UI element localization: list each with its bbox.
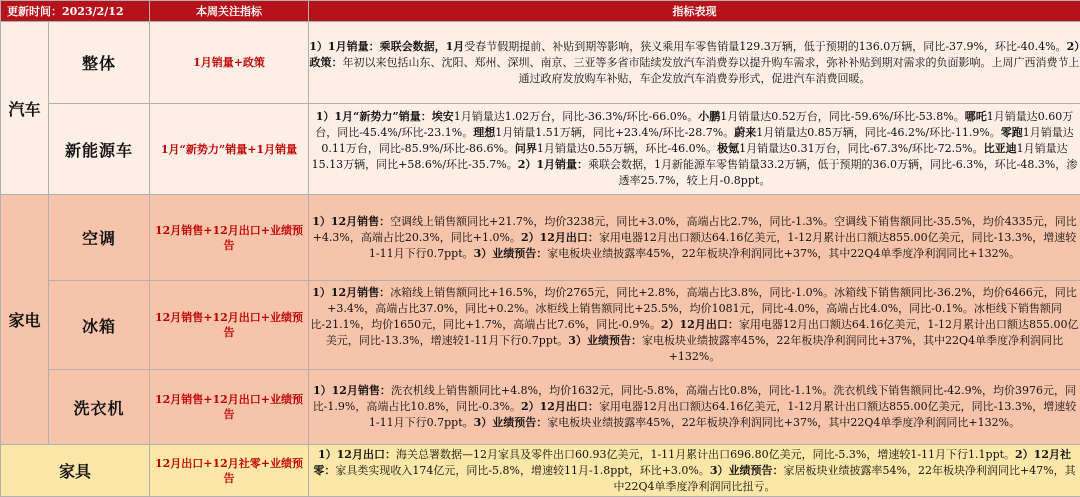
performance-key-label: 3）业绩预告： bbox=[474, 416, 548, 429]
performance-fridge bbox=[309, 281, 1080, 370]
performance-key-label: 埃安 bbox=[432, 110, 454, 123]
performance-key-label: 1）12月出口： bbox=[318, 448, 396, 461]
row-appliance-ac bbox=[1, 195, 1080, 281]
performance-furniture bbox=[309, 445, 1080, 497]
focus-nev: 1月“新势力”销量+1月销量 bbox=[150, 104, 309, 195]
row-auto-nev bbox=[1, 104, 1080, 195]
performance-nev bbox=[309, 104, 1080, 195]
performance-key-label: 3）业绩预告： bbox=[568, 334, 642, 347]
performance-text: 家电板块业绩披露率45%，22年板块净利润同比+37%，其中22Q4单季度净利润同比+132%。 bbox=[642, 334, 1063, 363]
category-appliance: 家电 bbox=[1, 195, 49, 445]
performance-key-label: 1）12月销售： bbox=[312, 286, 390, 299]
performance-overall bbox=[309, 22, 1080, 104]
performance-text: 1月销量达15.13万辆，同比+58.6%/环比-35.7%。 bbox=[312, 142, 1068, 171]
subcategory-fridge: 冰箱 bbox=[49, 281, 150, 370]
focus-furniture: 12月出口+12月社零+业绩预告 bbox=[150, 445, 309, 497]
focus-column-header: 本周关注指标 bbox=[150, 1, 309, 22]
performance-key-label: 1）1月销量： bbox=[309, 40, 379, 53]
performance-key-label: 3）业绩预告： bbox=[474, 247, 548, 260]
performance-text: 空调线上销售额同比+21.7%，均价3238元，同比+3.0%，高端占比2.7%，同比-1.3%。空调线下销售额同比-35.5%，均价4335元，同比+4.3%，高端占比20.3%，同比+1.0%。 bbox=[313, 215, 1077, 244]
subcategory-nev: 新能源车 bbox=[49, 104, 150, 195]
performance-key-label: 2）12月出口： bbox=[521, 231, 599, 244]
performance-key-label: 3）业绩预告： bbox=[710, 464, 784, 477]
performance-key-label: 比亚迪 bbox=[984, 142, 1017, 155]
row-furniture bbox=[1, 445, 1080, 497]
focus-overall: 1月销量+政策 bbox=[150, 22, 309, 104]
performance-text: 1月销量1.51万辆，同比+23.4%/环比-28.7%。 bbox=[495, 126, 734, 139]
performance-column-header: 指标表现 bbox=[309, 1, 1080, 22]
performance-text: 家用电器12月出口额达64.16亿美元，1-12月累计出口额达855.00亿美元，同比-13.3%，增速较1-11月下行0.7ppt。 bbox=[369, 400, 1076, 429]
subcategory-overall: 整体 bbox=[49, 22, 150, 104]
performance-key-label: 哪吒 bbox=[965, 110, 987, 123]
performance-text: 1月销量达0.85万辆，同比-46.2%/环比-11.9%。 bbox=[756, 126, 1001, 139]
update-time: 更新时间：2023/2/12 bbox=[1, 1, 150, 22]
performance-text: 家用电器12月出口额达64.16亿美元，1-12月累计出口额达855.00亿美元，同比-13.3%，增速较1-11月下行0.7ppt。 bbox=[369, 231, 1076, 260]
performance-key-label: 2）12月社零： bbox=[313, 448, 1071, 477]
performance-key-label: 1）12月销售： bbox=[312, 215, 390, 228]
subcategory-washer: 洗衣机 bbox=[49, 370, 150, 445]
performance-text: 1月销量达0.52万台，同比-59.6%/环比-53.8%。 bbox=[720, 110, 965, 123]
performance-text: 乘联会数据，1月新能源车零售销量33.2万辆，低于预期的36.0万辆，同比-6.3%，环比-48.3%，渗透率25.7%，较上月-0.8ppt。 bbox=[588, 158, 1077, 187]
performance-ac bbox=[309, 195, 1080, 281]
performance-key-label: 蔚来 bbox=[734, 126, 756, 139]
performance-text: 1月销量达0.60万台，同比-45.4%/环比-23.1%。 bbox=[315, 110, 1073, 139]
performance-key-label: 1）1月“新势力”销量： bbox=[316, 110, 432, 123]
header-row bbox=[1, 1, 1080, 22]
performance-key-label: 1月 bbox=[446, 40, 465, 53]
performance-key-label: 1）12月销售： bbox=[313, 384, 391, 397]
performance-text: 家用电器12月出口额达64.16亿美元，1-12月累计出口额达855.00亿美元，同比-13.3%，增速较1-11月下行0.7ppt。 bbox=[326, 318, 1079, 347]
performance-text: 年初以来包括山东、沈阳、郑州、深圳、南京、三亚等多省市陆续发放汽车消费券以提升购车需求，弥补补贴到期对需求的负面影响。上周广西消费节上通过政府发放购车补贴，车企发放汽车消费券形式，促进汽车消费回暖。 bbox=[343, 56, 1080, 85]
performance-key-label: 极氪 bbox=[717, 142, 739, 155]
category-furniture: 家具 bbox=[1, 445, 150, 497]
performance-text: 家具类实现收入174亿元，同比-5.8%，增速较11月-1.8ppt，环比+3.0%。 bbox=[335, 464, 710, 477]
performance-key-label: 2）政策： bbox=[310, 40, 1080, 69]
category-auto: 汽车 bbox=[1, 22, 49, 195]
performance-text: 家居板块业绩披露率54%，22年板块净利润同比+47%，其中22Q4单季度净利润同比扭亏。 bbox=[613, 464, 1075, 493]
performance-text: 1月销量达0.55万辆，环比-46.0%。 bbox=[537, 142, 717, 155]
performance-text: 1月销量达1.02万台，同比-36.3%/环比-66.0%。 bbox=[454, 110, 699, 123]
performance-key-label: 理想 bbox=[473, 126, 495, 139]
performance-key-label: 2）1月销量： bbox=[518, 158, 588, 171]
performance-key-label: 2）12月出口： bbox=[521, 400, 599, 413]
performance-text: 受春节假期提前、补贴到期等影响，狭义乘用车零售销量129.3万辆，低于预期的136.0万辆，同比-37.9%，环比-40.4%。 bbox=[464, 40, 1066, 53]
performance-text: 家电板块业绩披露率45%，22年板块净利润同比+37%，其中22Q4单季度净利润同比+132%。 bbox=[547, 247, 1020, 260]
row-appliance-washer bbox=[1, 370, 1080, 445]
performance-key-label: 乘联会数据， bbox=[380, 40, 446, 53]
performance-text: 冰箱线上销售额同比+16.5%，均价2765元，同比+2.8%，高端占比3.8%，同比-1.0%。冰箱线下销售额同比-36.2%，均价6466元，同比+3.4%，高端占比37.0%，同比+0.2%。冰柜线上销售额同比+25.5%，均价1081元，同比-4.0%，高端占比4.0%，同比-0.1%。冰柜线下销售额同比-21.1%，均价1650元，同比+1.7%，高端占比7.6%，同比-0.9%。 bbox=[310, 286, 1076, 331]
focus-ac: 12月销售+12月出口+业绩预告 bbox=[150, 195, 309, 281]
performance-text: 海关总署数据—12月家具及零件出口60.93亿美元，1-11月累计出口696.80亿美元，同比-5.3%，增速较1-11月下行1.1ppt。 bbox=[396, 448, 1015, 461]
performance-text: 1月销量达0.11万台，同比-85.9%/环比-86.6%。 bbox=[321, 126, 1073, 155]
performance-washer bbox=[309, 370, 1080, 445]
performance-key-label: 问界 bbox=[515, 142, 537, 155]
performance-key-label: 零跑 bbox=[1001, 126, 1023, 139]
performance-key-label: 小鹏 bbox=[698, 110, 720, 123]
subcategory-ac: 空调 bbox=[49, 195, 150, 281]
performance-text: 1月销量达0.31万台，同比-67.3%/环比-72.5%。 bbox=[739, 142, 984, 155]
performance-text: 家电板块业绩披露率45%，22年板块净利润同比+37%，其中22Q4单季度净利润同比+132%。 bbox=[547, 416, 1020, 429]
performance-key-label: 2）12月出口： bbox=[661, 318, 739, 331]
row-auto-overall bbox=[1, 22, 1080, 104]
row-appliance-fridge bbox=[1, 281, 1080, 370]
focus-fridge: 12月销售+12月出口+业绩预告 bbox=[150, 281, 309, 370]
focus-washer: 12月销售+12月出口+业绩预告 bbox=[150, 370, 309, 445]
performance-text: 洗衣机线上销售额同比+4.8%，均价1632元，同比-5.8%，高端占比0.8%，同比-1.1%。洗衣机线下销售额同比-42.9%，均价3976元，同比-1.9%，高端占比10.8%，同比-0.3%。 bbox=[313, 384, 1076, 413]
